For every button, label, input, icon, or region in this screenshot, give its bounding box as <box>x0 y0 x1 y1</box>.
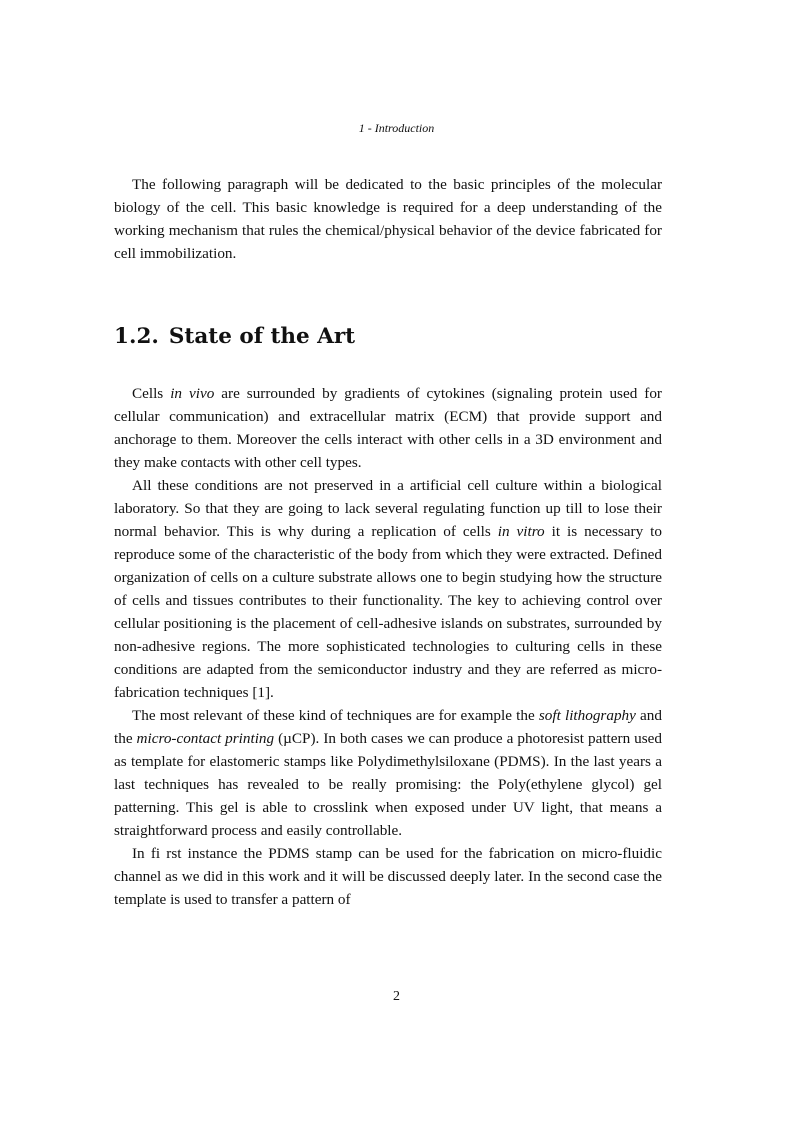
body-paragraph-3-text-a: The most relevant of these kind of techniques are for example the <box>132 707 539 724</box>
body-paragraph-3-text-c: (µCP). In both cases we can produce a photoresist pattern used as template for elastomeric stamps like Polydimethylsiloxane (PDMS). In the last years a last techniques has revealed to be really promising: the Poly(ethylene glycol) gel patterning. This gel is able to crosslink when exposed under UV light, that means a straightforward process and easily controllable. <box>114 730 662 839</box>
body-paragraph-3-italic-micro-contact-printing: micro-contact printing <box>136 730 275 747</box>
intro-paragraph: The following paragraph will be dedicated to the basic principles of the molecular biology of the cell. This basic knowledge is required for a deep understanding of the working mechanism that rules the chemical/physical behavior of the device fabricated for cell immobilization. <box>114 176 662 262</box>
intro-block <box>114 173 662 265</box>
section-body <box>114 382 662 911</box>
body-paragraph-1-text-b: are surrounded by gradients of cytokines (signaling protein used for cellular communication) and extracellular matrix (ECM) that provide support and anchorage to them. Moreover the cells interact with other cells in a 3D environment and they make contacts with other cell types. <box>114 385 662 471</box>
body-paragraph-2-text-a: All these conditions are not preserved in a artificial cell culture within a biological laboratory. So that they are going to lack several regulating function up till to lose their normal behavior. This is why during a replication of cells <box>114 477 662 540</box>
body-paragraph-1-italic-in-vivo: in vivo <box>170 385 215 402</box>
body-paragraph-2-text-b: it is necessary to reproduce some of the characteristic of the body from which they were extracted. Defined organization of cells on a culture substrate allows one to begin studying how the structure of cells and tissues contributes to their functionality. The key to achieving control over cellular positioning is the placement of cell-adhesive islands on substrates, surrounded by non-adhesive regions. The more sophisticated technologies to culturing cells in these conditions are adapted from the semiconductor industry and they are referred as micro-fabrication techniques [1]. <box>114 523 662 701</box>
running-header: 1 - Introduction <box>358 121 435 135</box>
page-number: 2 <box>393 989 400 1004</box>
body-paragraph-3-text-b: and the <box>114 707 662 747</box>
section-number: 1.2. <box>114 324 159 349</box>
body-paragraph-2 <box>114 474 662 704</box>
body-paragraph-2-italic-in-vitro: in vitro <box>497 523 545 540</box>
body-paragraph-1 <box>114 382 662 474</box>
body-paragraph-3 <box>114 704 662 842</box>
body-paragraph-3-italic-soft-lithography: soft lithography <box>538 707 636 724</box>
body-paragraph-4: In fi rst instance the PDMS stamp can be used for the fabrication on micro-fluidic channel as we did in this work and it will be discussed deeply later. In the second case the template is used to transfer a pattern of <box>114 845 662 908</box>
section-heading <box>114 322 355 352</box>
section-title: State of the Art <box>168 324 356 349</box>
body-paragraph-1-text-a: Cells <box>132 385 171 402</box>
